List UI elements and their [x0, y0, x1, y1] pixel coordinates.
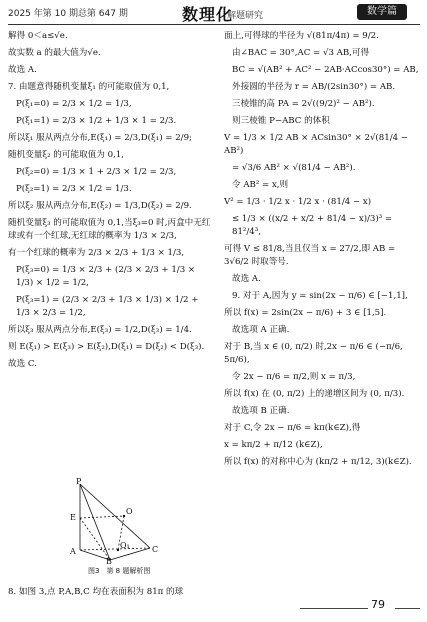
label-a: A [70, 547, 76, 556]
text-line: 故选 A. [232, 274, 261, 284]
text-line: 故选 A. [8, 65, 37, 75]
pyramid-figure [50, 478, 170, 564]
equation-line: V = 1/3 × 1/2 AB × ACsin30° × 2√(81/4 − AB²) [224, 133, 411, 156]
text-line: 故选项 B 正确. [232, 406, 290, 416]
journal-title: 数理化 [182, 5, 234, 24]
equation-line: = √3/6 AB² × √(81/4 − AB²). [232, 163, 356, 173]
header-rule [8, 24, 420, 25]
text-line: 所以ξ₁ 服从两点分布,E(ξ₁) = 2/3,D(ξ₁) = 2/9; [8, 133, 192, 143]
label-b: B [106, 557, 112, 564]
left-column [8, 30, 214, 375]
text-line: 则 E(ξ₁) > E(ξ₃) > E(ξ₂),D(ξ₁) = D(ξ₂) < D(ξ₃). [8, 342, 205, 352]
text-line: 7. 由题意得随机变量ξ₁ 的可能取值为 0,1, [8, 82, 170, 92]
journal-subtitle: 解题研究 [227, 11, 264, 21]
equation-line: P(ξ₂=1) = 2/3 × 1/2 = 1/3. [16, 184, 132, 194]
label-c: C [152, 545, 159, 554]
equation-line: 对于 B,当 x ∈ (0, π/2) 时,2x − π/6 ∈ (−π/6, 5π/6), [224, 342, 406, 365]
page-number: 79 [371, 598, 385, 611]
equation-line: 外接圆的半径为 r = AB/(2sin30°) = AB. [232, 82, 396, 92]
footer-rule-left [300, 608, 368, 609]
text-line: 由∠BAC = 30°,AC = √3 AB,可得 [232, 48, 370, 58]
text-line: 所以ξ₃ 服从两点分布,E(ξ₃) = 1/2,D(ξ₃) = 1/4. [8, 325, 192, 335]
text-line: 随机变量ξ₃ 的可能取值为 0,1,当ξ₃=0 时,丙盒中无红球或有一个红球,无红球的概率为 1/3 × 2/3, [8, 218, 211, 241]
text-line: 可得 V ≤ 81/8,当且仅当 x = 27/2,即 AB = 3√6/2 时取等号. [224, 244, 398, 267]
text-line: 随机变量ξ₂ 的可能取值为 0,1, [8, 150, 124, 160]
text-line: 解得 0＜a≤√e. [8, 31, 68, 41]
equation-line: P(ξ₁=1) = 2/3 × 1/2 + 1/3 × 1 = 2/3. [16, 116, 177, 126]
label-p: P [76, 478, 82, 486]
equation-line: P(ξ₃=0) = 1/3 × 2/3 + (2/3 × 2/3 + 1/3 × 1/3) × 1/2 = 1/2, [16, 265, 198, 288]
equation-line: BC = √(AB² + AC² − 2AB·ACcos30°) = AB, [232, 65, 419, 75]
text-line: 8. 如图 3,点 P,A,B,C 均在表面积为 81π 的球 [8, 587, 184, 597]
equation-line: 所以 f(x) = 2sin(2x − π/6) + 3 ∈ [1,5]. [224, 308, 387, 318]
equation-line: 令 2x − π/6 = π/2,则 x = π/3, [232, 372, 356, 382]
right-column [224, 30, 422, 473]
equation-line: x = kπ/2 + π/12 (k∈Z), [224, 440, 323, 450]
issue-info: 2025 年第 10 期总第 647 期 [8, 9, 128, 19]
text-line: 令 AB² = x,则 [232, 180, 289, 190]
footer-rule-right [395, 608, 420, 609]
section-badge: 数学篇 [357, 4, 407, 20]
equation-line: V² = 1/3 · 1/2 x · 1/2 x · (81/4 − x) [224, 197, 372, 207]
label-e: E [70, 513, 76, 522]
figure-caption: 图3 第 8 题解析图 [88, 567, 151, 575]
equation-line: ≤ 1/3 × ((x/2 + x/2 + 81/4 − x)/3)³ = 81²/4³, [232, 214, 395, 237]
equation-line: 所以 f(x) 在 (0, π/2) 上的递增区间为 (0, π/3). [224, 389, 405, 399]
page-header [0, 0, 427, 28]
text-line: 则三棱锥 P−ABC 的体积 [232, 116, 330, 126]
equation-line: P(ξ₁=0) = 2/3 × 1/2 = 1/3, [16, 99, 132, 109]
equation-line: P(ξ₃=1) = (2/3 × 2/3 + 1/3 × 1/3) × 1/2 + 1/3 × 2/3 = 1/2, [16, 295, 202, 318]
left-column-bottom [8, 586, 214, 603]
text-line: 故选 C. [8, 359, 37, 369]
text-line: 有一个红球的概率为 2/3 × 2/3 + 1/3 × 1/3, [8, 248, 185, 258]
text-line: 故选项 A 正确. [232, 325, 290, 335]
text-line: 面上,可得球的半径为 √(81π/4π) = 9/2. [224, 31, 379, 41]
label-o1: O₁ [120, 541, 130, 550]
label-o: O [126, 507, 133, 516]
equation-line: P(ξ₂=0) = 1/3 × 1 + 2/3 × 1/2 = 2/3, [16, 167, 177, 177]
equation-line: 对于 C,令 2x − π/6 = kπ(k∈Z),得 [224, 423, 361, 433]
text-line: 故实数 a 的最大值为√e. [8, 48, 101, 58]
equation-line: 所以 f(x) 的对称中心为 (kπ/2 + π/12, 3)(k∈Z). [224, 457, 412, 467]
equation-line: 9. 对于 A,因为 y = sin(2x − π/6) ∈ [−1,1], [232, 291, 408, 301]
text-line: 所以ξ₂ 服从两点分布,E(ξ₂) = 1/3,D(ξ₂) = 2/9. [8, 201, 192, 211]
equation-line: 三棱锥的高 PA = 2√((9/2)² − AB²). [232, 99, 375, 109]
